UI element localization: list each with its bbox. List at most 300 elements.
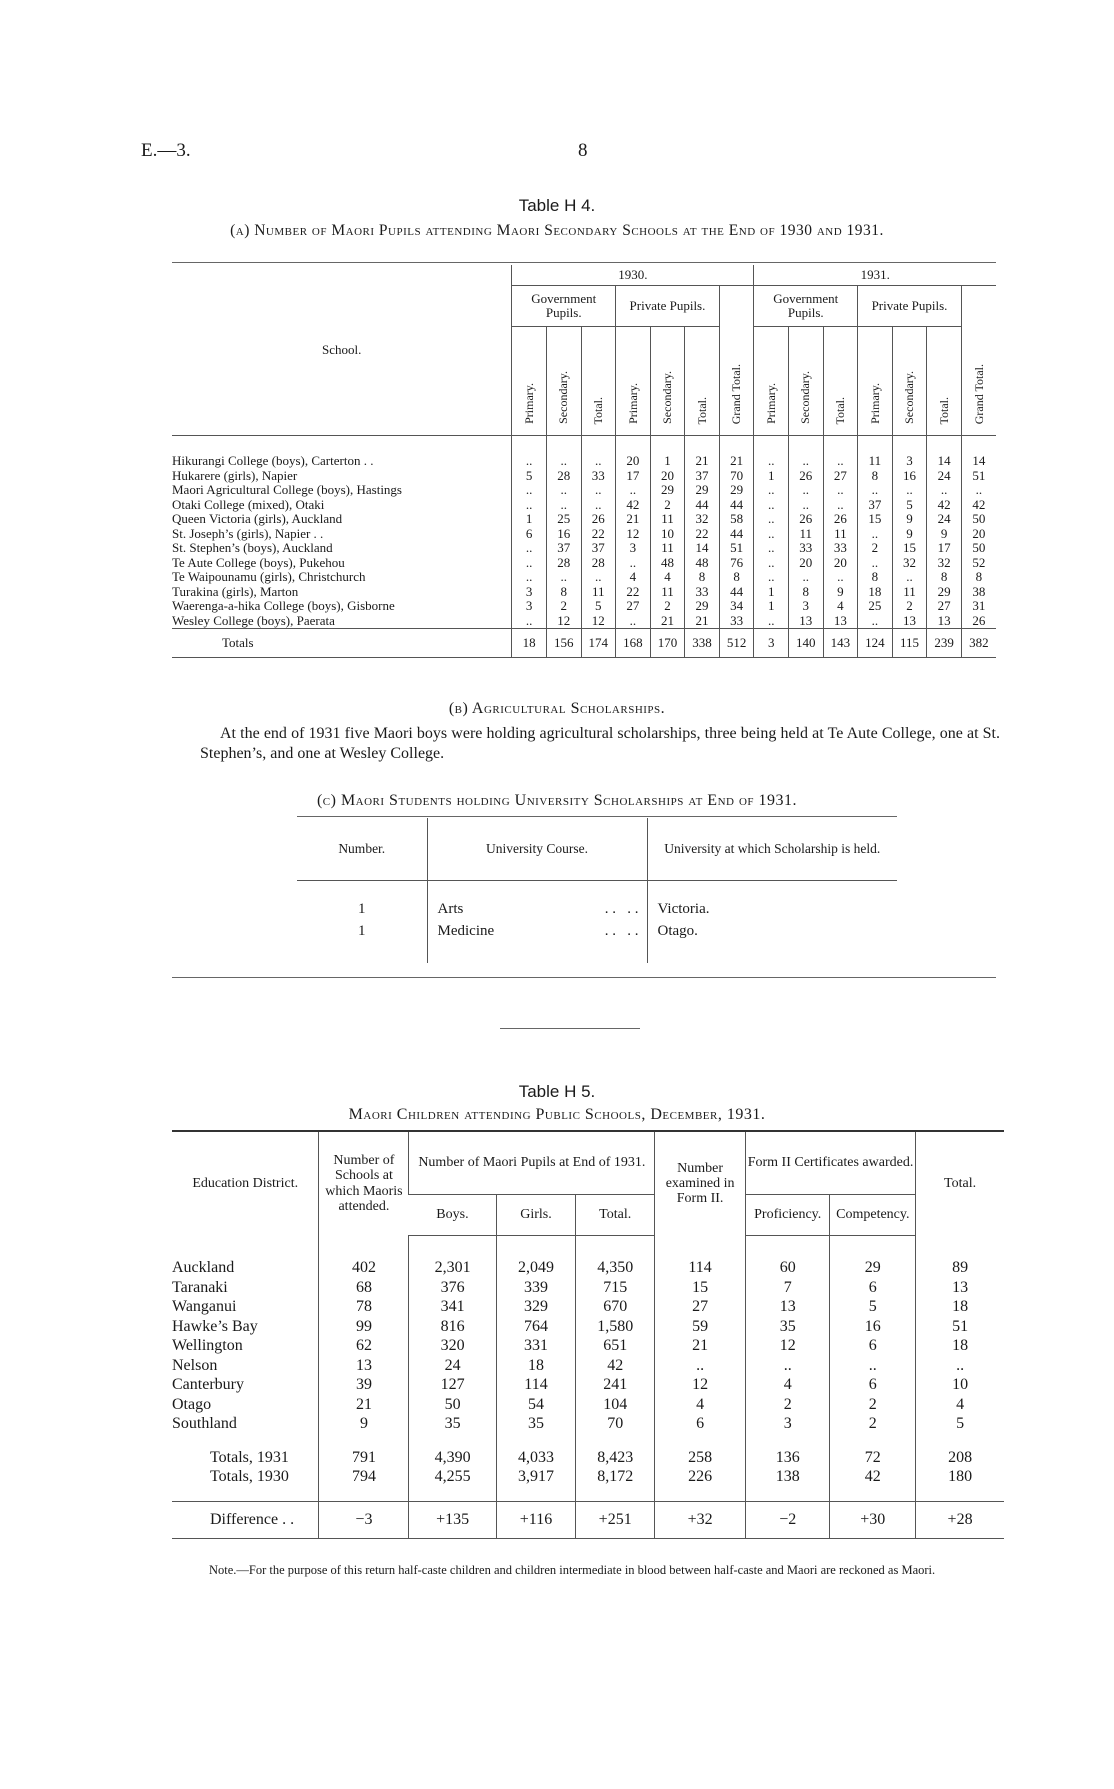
- table-row: [172, 585, 996, 600]
- value-cell: 27: [823, 469, 858, 484]
- spacer-cell: [512, 436, 547, 455]
- value-cell: 24: [409, 1356, 496, 1376]
- spacer-cell: [788, 436, 823, 455]
- spacer-cell: [496, 1434, 575, 1448]
- value-cell: 8: [858, 469, 893, 484]
- table-h4-title: Table H 4.: [518, 196, 596, 215]
- value-cell: 62: [319, 1336, 409, 1356]
- course-cell: Medicine . . . .: [427, 919, 647, 963]
- total-cell: 18: [512, 629, 547, 658]
- table-row: [297, 881, 897, 920]
- district-header: Education District.: [192, 1176, 299, 1192]
- spacer-cell: [576, 1434, 655, 1448]
- primary-header: Primary.: [616, 327, 651, 436]
- value-cell: ..: [546, 454, 581, 469]
- district-name: Southland: [172, 1415, 237, 1432]
- district-name: Canterbury: [172, 1376, 244, 1393]
- value-cell: 78: [319, 1297, 409, 1317]
- value-cell: ..: [754, 454, 789, 469]
- value-cell: 51: [719, 541, 754, 556]
- value-cell: ..: [581, 454, 616, 469]
- total-cell: 4,390: [409, 1448, 496, 1468]
- totals-label: Totals, 1931: [210, 1448, 289, 1466]
- value-cell: ..: [788, 483, 823, 498]
- value-cell: 18: [858, 585, 893, 600]
- value-cell: 104: [576, 1395, 655, 1415]
- value-cell: 37: [858, 498, 893, 513]
- table-row: [172, 527, 996, 542]
- value-cell: 4: [650, 570, 685, 585]
- value-cell: 8: [961, 570, 996, 585]
- school-name: Turakina (girls), Marton: [172, 583, 299, 599]
- table-row: [172, 556, 996, 571]
- spacer-cell: [927, 436, 962, 455]
- value-cell: 20: [616, 454, 651, 469]
- district-name: Nelson: [172, 1356, 218, 1374]
- value-cell: ..: [830, 1356, 916, 1376]
- value-cell: 21: [719, 454, 754, 469]
- value-cell: 14: [961, 454, 996, 469]
- table-row: [172, 1278, 1004, 1298]
- value-cell: 38: [961, 585, 996, 600]
- agricultural-scholarships-heading: (b) Agricultural Scholarships.: [448, 700, 666, 717]
- value-cell: 3: [788, 599, 823, 614]
- value-cell: 8: [927, 570, 962, 585]
- value-cell: 5: [916, 1414, 1004, 1434]
- value-cell: 44: [685, 498, 720, 513]
- spacer-cell: [172, 1236, 319, 1259]
- value-cell: 21: [319, 1395, 409, 1415]
- total-cell: 3: [754, 629, 789, 658]
- district-name: Otago: [172, 1395, 212, 1413]
- value-cell: 33: [685, 585, 720, 600]
- value-cell: ..: [858, 614, 893, 629]
- table-row: [172, 570, 996, 585]
- spacer-cell: [576, 1236, 655, 1259]
- value-cell: 2,301: [409, 1258, 496, 1278]
- value-cell: 8: [719, 570, 754, 585]
- proficiency-header: Proficiency.: [745, 1195, 830, 1236]
- value-cell: 6: [830, 1278, 916, 1298]
- table-c-top-rule: [297, 816, 897, 817]
- agricultural-scholarships-text: At the end of 1931 five Maori boys were holding agricultural scholarships, three being held at Te Aute College, one at St. Stephen’s, and one at Wesley College.: [200, 725, 1000, 762]
- value-cell: 2: [650, 599, 685, 614]
- value-cell: 11: [788, 527, 823, 542]
- value-cell: 70: [719, 469, 754, 484]
- spacer-cell: [650, 436, 685, 455]
- value-cell: 18: [496, 1356, 575, 1376]
- school-name: Hukarere (girls), Napier: [172, 467, 298, 483]
- value-cell: 12: [616, 527, 651, 542]
- value-cell: 26: [581, 512, 616, 527]
- number-cell: 1: [358, 923, 366, 939]
- value-cell: 12: [546, 614, 581, 629]
- spacer-cell: [685, 436, 720, 455]
- total-cell: 338: [685, 629, 720, 658]
- spacer-cell: [830, 1487, 916, 1502]
- number-cell: 1: [358, 901, 366, 917]
- value-cell: 26: [823, 512, 858, 527]
- value-cell: 15: [655, 1278, 746, 1298]
- total-cell: 72: [830, 1448, 916, 1468]
- school-name: Hikurangi College (boys), Carterton . .: [172, 453, 374, 468]
- total-cell: 208: [916, 1448, 1004, 1468]
- value-cell: 68: [319, 1278, 409, 1298]
- value-cell: 60: [745, 1258, 830, 1278]
- value-cell: 341: [409, 1297, 496, 1317]
- value-cell: ..: [788, 498, 823, 513]
- table-row: [172, 1356, 1004, 1376]
- value-cell: 10: [650, 527, 685, 542]
- secondary-header: Secondary.: [650, 327, 685, 436]
- value-cell: 16: [546, 527, 581, 542]
- total-cell: 258: [655, 1448, 746, 1468]
- value-cell: 1,580: [576, 1317, 655, 1337]
- value-cell: 29: [685, 599, 720, 614]
- value-cell: ..: [916, 1356, 1004, 1376]
- value-cell: 331: [496, 1336, 575, 1356]
- value-cell: ..: [512, 614, 547, 629]
- separator-rule: [500, 1028, 640, 1029]
- value-cell: ..: [581, 570, 616, 585]
- competency-header: Competency.: [830, 1195, 916, 1236]
- grand-total-header: Total.: [916, 1131, 1004, 1236]
- value-cell: 89: [916, 1258, 1004, 1278]
- value-cell: 44: [719, 585, 754, 600]
- difference-cell: −2: [745, 1501, 830, 1538]
- spacer-cell: [546, 436, 581, 455]
- total-header: Total.: [927, 327, 962, 436]
- difference-cell: +116: [496, 1501, 575, 1538]
- primary-header: Primary.: [512, 327, 547, 436]
- spacer-cell: [892, 436, 927, 455]
- value-cell: 376: [409, 1278, 496, 1298]
- value-cell: 3: [745, 1414, 830, 1434]
- value-cell: 8: [546, 585, 581, 600]
- total-cell: 156: [546, 629, 581, 658]
- school-name: Otaki College (mixed), Otaki: [172, 496, 325, 512]
- value-cell: 28: [546, 556, 581, 571]
- total-cell: 42: [830, 1467, 916, 1487]
- total-cell: 124: [858, 629, 893, 658]
- totals-row: [172, 629, 996, 658]
- value-cell: 28: [581, 556, 616, 571]
- district-name: Taranaki: [172, 1278, 228, 1296]
- value-cell: 2,049: [496, 1258, 575, 1278]
- value-cell: 59: [655, 1317, 746, 1337]
- value-cell: 70: [576, 1414, 655, 1434]
- value-cell: 52: [961, 556, 996, 571]
- value-cell: 9: [892, 527, 927, 542]
- value-cell: ..: [892, 483, 927, 498]
- total-cell: 794: [319, 1467, 409, 1487]
- value-cell: 50: [409, 1395, 496, 1415]
- totals-row: [172, 1448, 1004, 1468]
- value-cell: ..: [546, 483, 581, 498]
- value-cell: 1: [650, 454, 685, 469]
- total-cell: 136: [745, 1448, 830, 1468]
- secondary-header: Secondary.: [788, 327, 823, 436]
- value-cell: 2: [858, 541, 893, 556]
- value-cell: 24: [927, 512, 962, 527]
- total-cell: 174: [581, 629, 616, 658]
- value-cell: 2: [650, 498, 685, 513]
- totals-label: Totals, 1930: [210, 1468, 289, 1485]
- value-cell: ..: [754, 527, 789, 542]
- value-cell: ..: [754, 570, 789, 585]
- value-cell: ..: [823, 498, 858, 513]
- value-cell: 8: [685, 570, 720, 585]
- table-row: [172, 1317, 1004, 1337]
- value-cell: 3: [616, 541, 651, 556]
- value-cell: 42: [616, 498, 651, 513]
- girls-header: Girls.: [496, 1195, 575, 1236]
- page-number: 8: [578, 140, 588, 161]
- value-cell: 11: [650, 585, 685, 600]
- value-cell: 24: [927, 469, 962, 484]
- table-row: [172, 1375, 1004, 1395]
- difference-cell: +30: [830, 1501, 916, 1538]
- value-cell: 1: [754, 599, 789, 614]
- value-cell: 48: [685, 556, 720, 571]
- primary-header: Primary.: [754, 327, 789, 436]
- value-cell: 4: [745, 1375, 830, 1395]
- spacer-cell: [858, 436, 893, 455]
- value-cell: 14: [927, 454, 962, 469]
- value-cell: 10: [916, 1375, 1004, 1395]
- district-name: Wellington: [172, 1337, 243, 1354]
- value-cell: ..: [927, 483, 962, 498]
- value-cell: ..: [512, 556, 547, 571]
- value-cell: 29: [650, 483, 685, 498]
- university-scholarships-heading: (c) Maori Students holding University Scholarships at End of 1931.: [316, 792, 798, 809]
- value-cell: ..: [546, 570, 581, 585]
- value-cell: 13: [916, 1278, 1004, 1298]
- value-cell: ..: [823, 454, 858, 469]
- value-cell: 33: [823, 541, 858, 556]
- value-cell: 8: [858, 570, 893, 585]
- spacer-cell: [754, 436, 789, 455]
- value-cell: 17: [616, 469, 651, 484]
- value-cell: ..: [581, 483, 616, 498]
- value-cell: 651: [576, 1336, 655, 1356]
- value-cell: 18: [916, 1336, 1004, 1356]
- value-cell: 29: [927, 585, 962, 600]
- value-cell: ..: [754, 512, 789, 527]
- value-cell: 13: [319, 1356, 409, 1376]
- spacer-cell: [319, 1487, 409, 1502]
- spacer-cell: [916, 1236, 1004, 1259]
- value-cell: 48: [650, 556, 685, 571]
- value-cell: ..: [823, 483, 858, 498]
- table-row: [172, 1297, 1004, 1317]
- value-cell: ..: [754, 541, 789, 556]
- spacer-cell: [496, 1236, 575, 1259]
- value-cell: 2: [546, 599, 581, 614]
- difference-cell: +28: [916, 1501, 1004, 1538]
- value-cell: 5: [892, 498, 927, 513]
- value-cell: ..: [512, 541, 547, 556]
- spacer-cell: [172, 436, 512, 455]
- value-cell: 22: [685, 527, 720, 542]
- totals-label: Totals: [172, 629, 512, 658]
- table-row: [172, 541, 996, 556]
- spacer-cell: [172, 1434, 319, 1448]
- value-cell: 33: [581, 469, 616, 484]
- value-cell: ..: [745, 1356, 830, 1376]
- spacer-row: [172, 1434, 1004, 1448]
- table-h5-title: Table H 5.: [518, 1082, 596, 1101]
- value-cell: 51: [961, 469, 996, 484]
- spacer-cell: [655, 1434, 746, 1448]
- table-row: [172, 483, 996, 498]
- value-cell: 20: [823, 556, 858, 571]
- total-cell: 791: [319, 1448, 409, 1468]
- year-1930-header: 1930.: [512, 265, 754, 286]
- total-cell: 168: [616, 629, 651, 658]
- value-cell: 114: [655, 1258, 746, 1278]
- value-cell: 764: [496, 1317, 575, 1337]
- table-h5: [172, 1130, 1004, 1539]
- value-cell: 4: [616, 570, 651, 585]
- spacer-cell: [745, 1434, 830, 1448]
- value-cell: 17: [927, 541, 962, 556]
- value-cell: 715: [576, 1278, 655, 1298]
- value-cell: 9: [823, 585, 858, 600]
- value-cell: 27: [927, 599, 962, 614]
- value-cell: 5: [512, 469, 547, 484]
- value-cell: 21: [650, 614, 685, 629]
- gov-pupils-1931-header: Government Pupils.: [754, 286, 858, 327]
- district-name: Hawke’s Bay: [172, 1317, 258, 1335]
- value-cell: 8: [788, 585, 823, 600]
- total-cell: 180: [916, 1467, 1004, 1487]
- value-cell: 35: [409, 1414, 496, 1434]
- totals-row: [172, 1467, 1004, 1487]
- value-cell: 37: [546, 541, 581, 556]
- year-1931-header: 1931.: [754, 265, 996, 286]
- value-cell: 12: [581, 614, 616, 629]
- spacer-cell: [916, 1434, 1004, 1448]
- total-cell: 4,255: [409, 1467, 496, 1487]
- examined-header: Number examined in Form II.: [655, 1131, 746, 1236]
- value-cell: 2: [745, 1395, 830, 1415]
- value-cell: 12: [745, 1336, 830, 1356]
- difference-cell: −3: [319, 1501, 409, 1538]
- value-cell: 58: [719, 512, 754, 527]
- spacer-cell: [655, 1236, 746, 1259]
- certificates-group-header: Form II Certificates awarded.: [745, 1131, 915, 1195]
- private-pupils-1930-header: Private Pupils.: [616, 286, 720, 327]
- total-cell: 8,423: [576, 1448, 655, 1468]
- school-name: Te Waipounamu (girls), Christchurch: [172, 569, 366, 584]
- table-row: [172, 512, 996, 527]
- spacer-cell: [496, 1487, 575, 1502]
- table-h5-caption: Maori Children attending Public Schools, December, 1931.: [348, 1106, 766, 1123]
- spacer-row: [172, 436, 996, 455]
- value-cell: 11: [650, 512, 685, 527]
- spacer-cell: [961, 436, 996, 455]
- spacer-cell: [655, 1487, 746, 1502]
- value-cell: 127: [409, 1375, 496, 1395]
- total-cell: 3,917: [496, 1467, 575, 1487]
- value-cell: 5: [830, 1297, 916, 1317]
- value-cell: 20: [961, 527, 996, 542]
- value-cell: 13: [745, 1297, 830, 1317]
- total-header: Total.: [581, 327, 616, 436]
- table-row: [172, 454, 996, 469]
- total-cell: 512: [719, 629, 754, 658]
- school-name: St. Joseph’s (girls), Napier . .: [172, 525, 324, 541]
- value-cell: 241: [576, 1375, 655, 1395]
- gov-pupils-1930-header: Government Pupils.: [512, 286, 616, 327]
- value-cell: ..: [616, 614, 651, 629]
- value-cell: 22: [581, 527, 616, 542]
- secondary-header: Secondary.: [892, 327, 927, 436]
- value-cell: 402: [319, 1258, 409, 1278]
- value-cell: 34: [719, 599, 754, 614]
- value-cell: ..: [512, 483, 547, 498]
- value-cell: 9: [319, 1414, 409, 1434]
- value-cell: 44: [719, 498, 754, 513]
- value-cell: 670: [576, 1297, 655, 1317]
- page-reference: E.—3.: [141, 140, 191, 161]
- school-name: St. Stephen’s (boys), Auckland: [172, 540, 333, 555]
- value-cell: 44: [719, 527, 754, 542]
- value-cell: 76: [719, 556, 754, 571]
- table-row: [172, 1395, 1004, 1415]
- value-cell: ..: [546, 498, 581, 513]
- value-cell: 26: [788, 512, 823, 527]
- total-cell: 115: [892, 629, 927, 658]
- spacer-cell: [745, 1236, 830, 1259]
- table-h4-caption: (a) Number of Maori Pupils attending Maori Secondary Schools at the End of 1930 and 1931.: [230, 222, 884, 239]
- value-cell: 15: [858, 512, 893, 527]
- value-cell: 2: [830, 1414, 916, 1434]
- value-cell: 50: [961, 512, 996, 527]
- university-header: University at which Scholarship is held.: [647, 818, 897, 881]
- value-cell: 7: [745, 1278, 830, 1298]
- spacer-cell: [745, 1487, 830, 1502]
- table-row: [297, 919, 897, 963]
- value-cell: ..: [823, 570, 858, 585]
- value-cell: ..: [788, 570, 823, 585]
- total-header: Total.: [576, 1195, 655, 1236]
- value-cell: ..: [581, 498, 616, 513]
- pupils-group-header: Number of Maori Pupils at End of 1931.: [409, 1131, 655, 1195]
- table-c: [297, 818, 897, 963]
- value-cell: 3: [892, 454, 927, 469]
- difference-cell: +135: [409, 1501, 496, 1538]
- spacer-cell: [409, 1236, 496, 1259]
- value-cell: 25: [858, 599, 893, 614]
- spacer-cell: [172, 1487, 319, 1502]
- course-cell: Arts . . . .: [427, 881, 647, 920]
- value-cell: 21: [685, 614, 720, 629]
- private-pupils-1931-header: Private Pupils.: [858, 286, 962, 327]
- difference-cell: +251: [576, 1501, 655, 1538]
- secondary-header: Secondary.: [546, 327, 581, 436]
- value-cell: 11: [581, 585, 616, 600]
- value-cell: 320: [409, 1336, 496, 1356]
- value-cell: ..: [858, 527, 893, 542]
- value-cell: 21: [655, 1336, 746, 1356]
- total-cell: 140: [788, 629, 823, 658]
- value-cell: ..: [754, 614, 789, 629]
- value-cell: 29: [685, 483, 720, 498]
- difference-cell: +32: [655, 1501, 746, 1538]
- value-cell: 26: [788, 469, 823, 484]
